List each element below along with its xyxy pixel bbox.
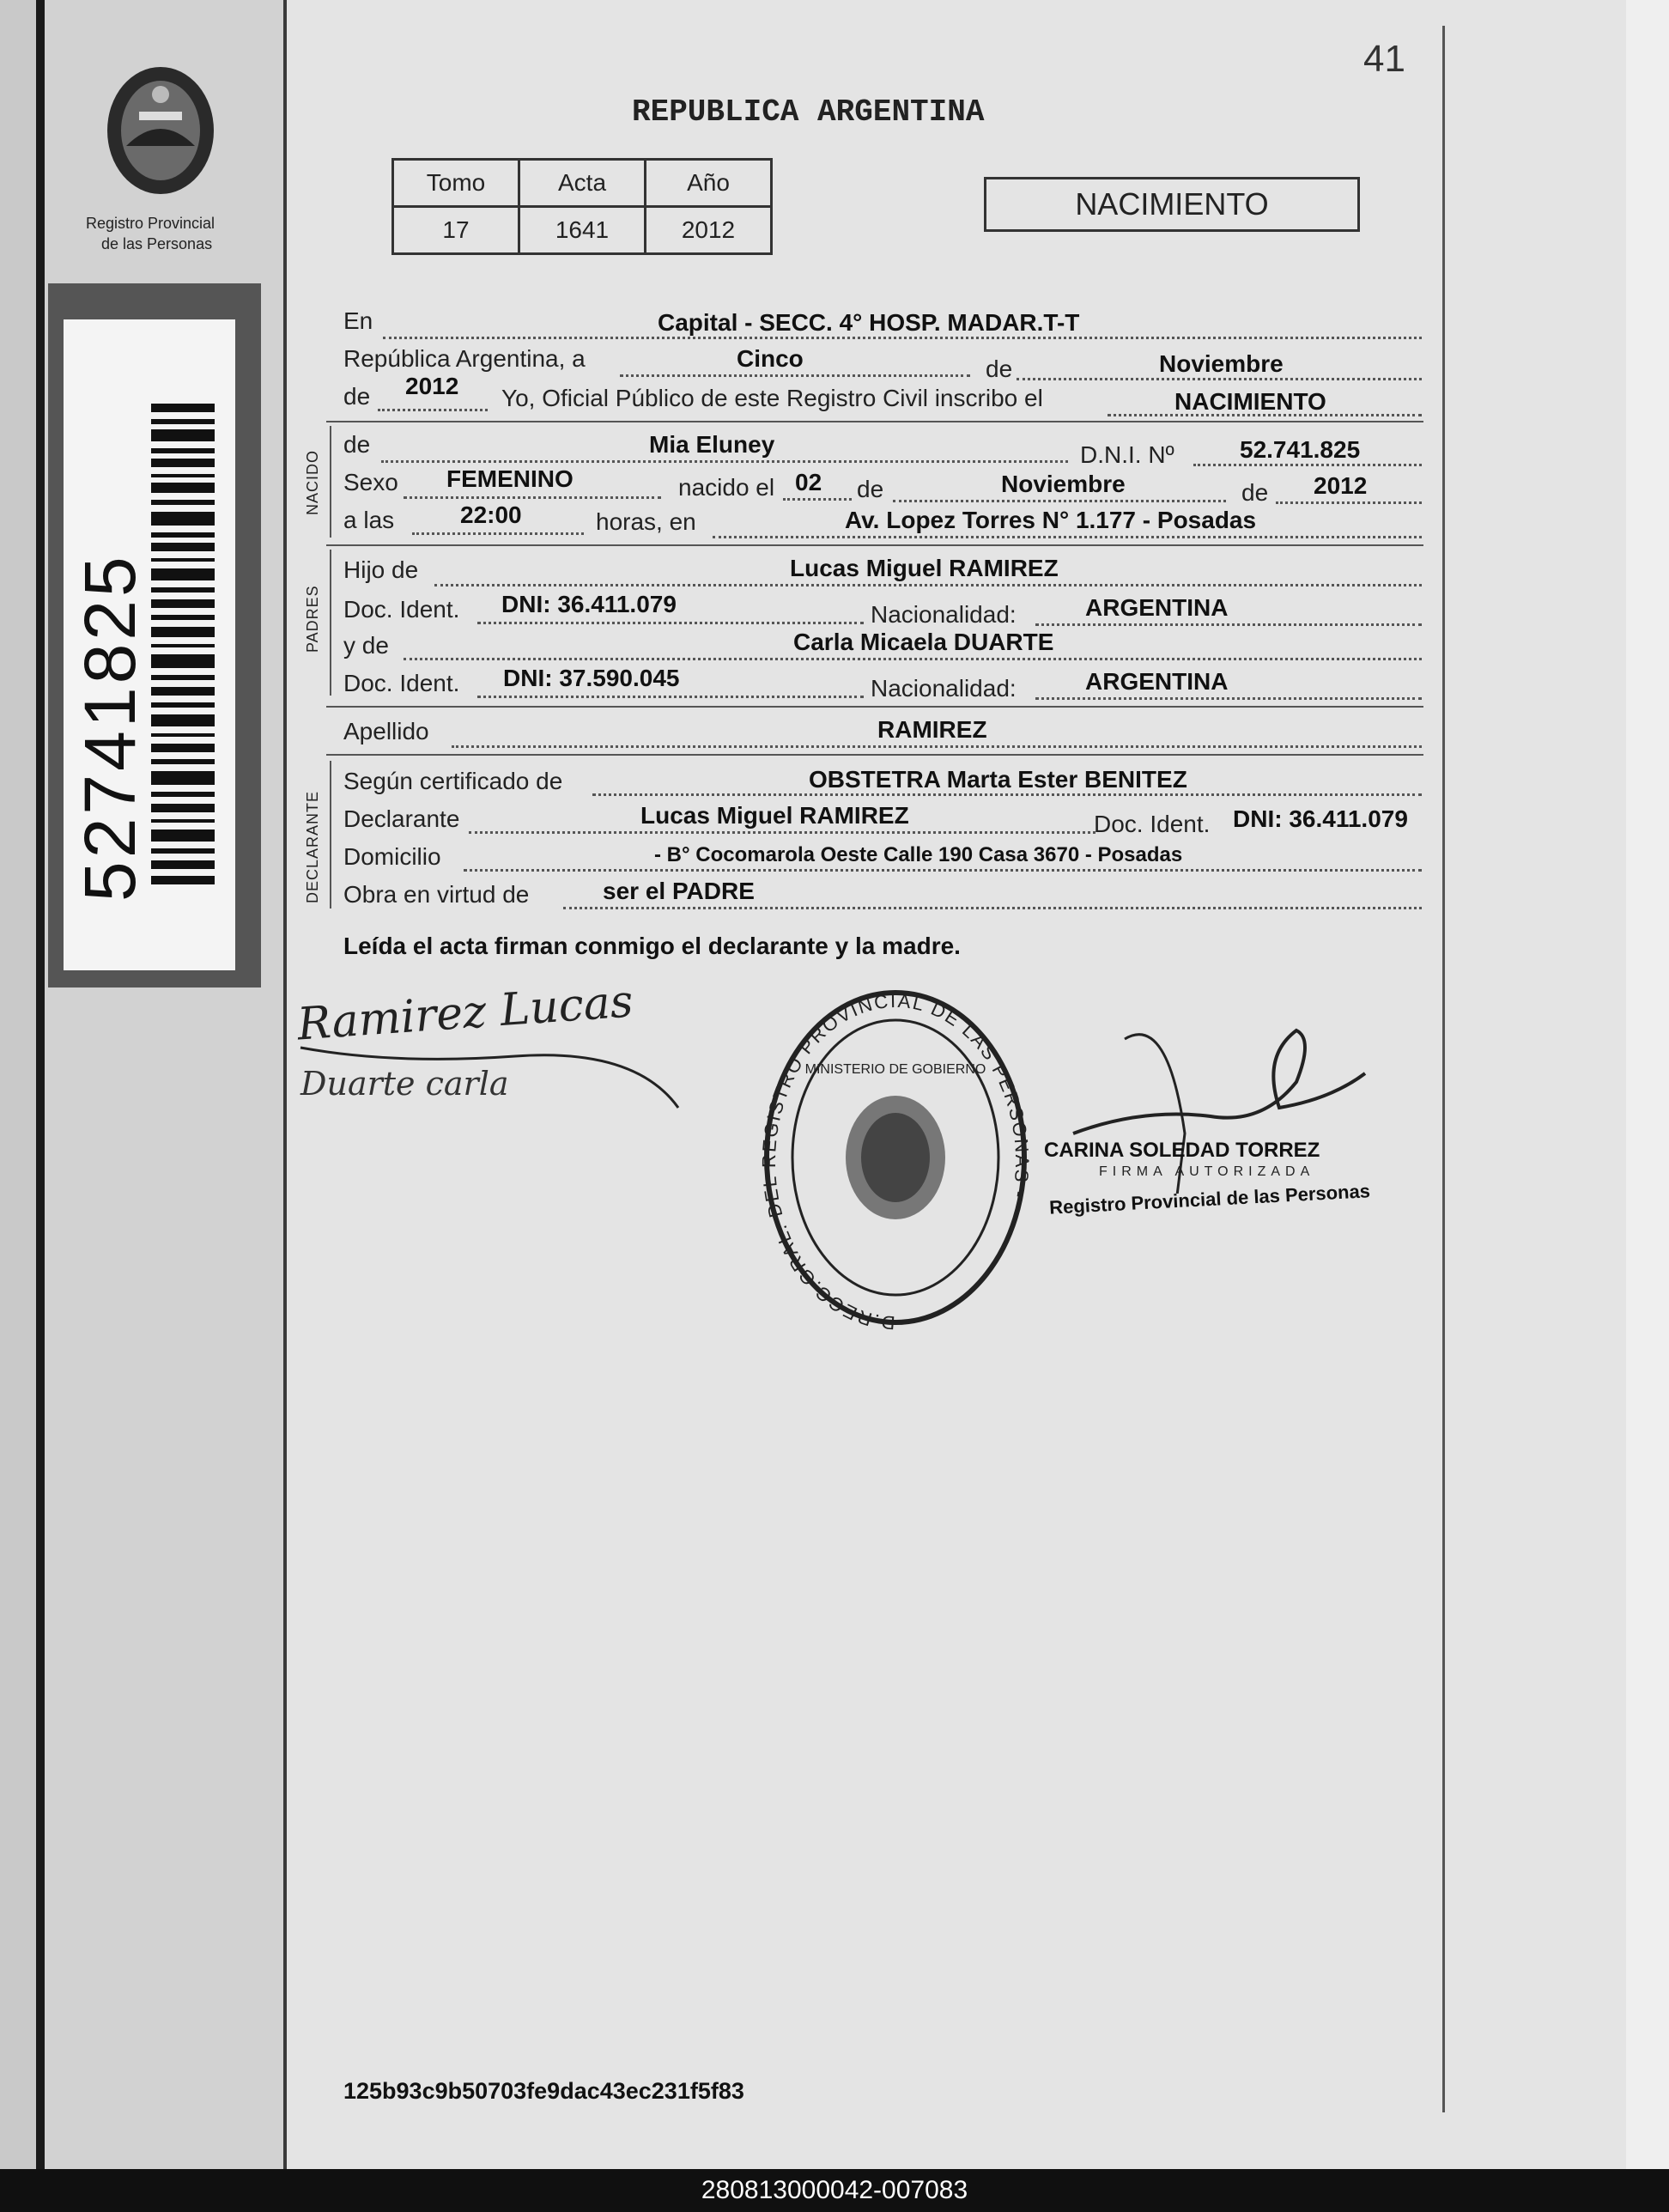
barcode-number: 52741825: [70, 553, 150, 902]
mother-name: Carla Micaela DUARTE: [793, 629, 1054, 655]
dotted-line: [713, 536, 1422, 538]
father-name: Lucas Miguel RAMIREZ: [790, 555, 1059, 581]
dotted-line: [404, 658, 1422, 660]
a-las-label: a las: [343, 507, 395, 533]
child-name: Mia Eluney: [649, 431, 775, 458]
acta-value: 1641: [519, 207, 646, 254]
section-divider: [326, 421, 1423, 422]
en-label: En: [343, 307, 373, 334]
nacionalidad-label: Nacionalidad:: [871, 601, 1017, 628]
oficial-text: Yo, Oficial Público de este Registro Civil inscribo el: [501, 385, 1043, 411]
de-label: de: [986, 356, 1013, 382]
section-divider: [326, 754, 1423, 756]
doc-ident-label: Doc. Ident.: [343, 596, 460, 623]
registration-month: Noviembre: [1159, 350, 1284, 377]
section-bracket: [330, 426, 331, 538]
horas-label: horas, en: [596, 508, 696, 535]
right-margin-rule: [1442, 26, 1445, 2112]
dotted-line: [783, 498, 852, 501]
dotted-line: [383, 337, 1422, 339]
acta-header: Acta: [519, 160, 646, 207]
registry-seal: [754, 977, 1037, 1338]
signature-mother: Duarte carla: [300, 1065, 509, 1103]
hijo-de-label: Hijo de: [343, 556, 419, 583]
birth-year: 2012: [1314, 472, 1368, 499]
de-label-3: de: [343, 431, 371, 458]
de-label-4: de: [857, 476, 884, 502]
birth-time: 22:00: [460, 501, 522, 528]
father-dni: DNI: 36.411.079: [501, 591, 677, 617]
declarant-address: - B° Cocomarola Oeste Calle 190 Casa 3670 - Posadas: [654, 843, 1183, 866]
certifier: OBSTETRA Marta Ester BENITEZ: [809, 766, 1187, 793]
declarante-section-label: DECLARANTE: [304, 790, 321, 903]
dotted-line: [412, 532, 584, 535]
birth-day: 02: [795, 469, 822, 495]
registration-type: NACIMIENTO: [1174, 388, 1326, 415]
anio-value: 2012: [646, 207, 772, 254]
section-bracket: [330, 761, 331, 908]
anio-header: Año: [646, 160, 772, 207]
barcode-bars: [151, 404, 215, 884]
tomo-header: Tomo: [393, 160, 519, 207]
registry-location: Capital - SECC. 4° HOSP. MADAR.T-T: [658, 309, 1080, 336]
child-sex: FEMENINO: [446, 465, 574, 492]
dotted-line: [404, 496, 661, 499]
de-label-2: de: [343, 383, 371, 410]
logo-caption-line1: Registro Provincial: [86, 215, 215, 232]
record-type-box: NACIMIENTO: [984, 177, 1360, 232]
record-reference-table: [391, 158, 773, 255]
doc-ident-label-2: Doc. Ident.: [343, 670, 460, 696]
padres-section-label: PADRES: [304, 585, 321, 653]
section-divider: [326, 544, 1423, 546]
right-page-edge: [1626, 0, 1669, 2169]
official-role: FIRMA AUTORIZADA: [1099, 1164, 1315, 1179]
section-divider: [326, 706, 1423, 708]
dotted-line: [563, 907, 1422, 909]
domicilio-label: Domicilio: [343, 843, 441, 870]
nacionalidad-label-2: Nacionalidad:: [871, 675, 1017, 702]
dotted-line: [1276, 501, 1422, 504]
father-nationality: ARGENTINA: [1085, 594, 1229, 621]
provincial-logo-emblem: [96, 60, 225, 206]
dotted-line: [469, 831, 1095, 834]
logo-caption-line2: de las Personas: [101, 235, 213, 252]
dotted-line: [381, 460, 1068, 463]
republica-label: República Argentina, a: [343, 345, 586, 372]
section-bracket: [330, 550, 331, 696]
official-name: CARINA SOLEDAD TORREZ: [1044, 1139, 1320, 1162]
doc-ident-label-3: Doc. Ident.: [1094, 811, 1211, 837]
nacido-section-label: NACIDO: [304, 449, 321, 515]
dotted-line: [592, 793, 1422, 796]
tomo-value: 17: [393, 207, 519, 254]
signature-declarant: Ramirez Lucas: [295, 975, 635, 1051]
document-hash: 125b93c9b50703fe9dac43ec231f5f83: [343, 2078, 744, 2104]
nacido-el-label: nacido el: [678, 474, 775, 501]
page-number: 41: [1363, 38, 1405, 80]
binder-edge: [36, 0, 45, 2169]
declarant-relation: ser el PADRE: [603, 878, 755, 904]
registration-year: 2012: [405, 373, 459, 399]
dotted-line: [464, 869, 1422, 872]
declarante-label: Declarante: [343, 805, 460, 832]
dotted-line: [434, 584, 1422, 586]
y-de-label: y de: [343, 632, 389, 659]
left-page-edge: [0, 0, 36, 2169]
official-office: Registro Provincial de las Personas: [1048, 1180, 1371, 1218]
mother-nationality: ARGENTINA: [1085, 668, 1229, 695]
dotted-line: [477, 696, 864, 698]
dotted-line: [378, 409, 488, 411]
seal-inner-text: MINISTERIO DE GOBIERNO: [804, 1062, 986, 1077]
dotted-line: [477, 622, 864, 624]
dotted-line: [620, 374, 970, 377]
dni-label: D.N.I. Nº: [1080, 441, 1174, 468]
dotted-line: [452, 745, 1422, 748]
scan-id-bar: 280813000042-007083: [0, 2169, 1669, 2212]
dotted-line: [1035, 623, 1422, 626]
mother-dni: DNI: 37.590.045: [503, 665, 680, 691]
birth-place: Av. Lopez Torres N° 1.177 - Posadas: [845, 507, 1257, 533]
dotted-line: [1035, 697, 1422, 700]
de-label-5: de: [1241, 479, 1269, 506]
seal-outer-text: D.RECC.GRAL. DEL REGISTRO PROVINCIAL DE LAS PERSONAS -: [757, 989, 1034, 1334]
birth-month: Noviembre: [1001, 471, 1126, 497]
declarant-name: Lucas Miguel RAMIREZ: [640, 802, 909, 829]
declarant-dni: DNI: 36.411.079: [1233, 805, 1408, 832]
dotted-line: [1193, 464, 1422, 466]
apellido-label: Apellido: [343, 718, 429, 744]
sexo-label: Sexo: [343, 469, 398, 495]
registration-day: Cinco: [737, 345, 804, 372]
document-title: REPUBLICA ARGENTINA: [632, 94, 985, 130]
dotted-line: [1017, 378, 1422, 380]
dotted-line: [893, 500, 1226, 502]
segun-label: Según certificado de: [343, 768, 563, 794]
child-dni: 52.741.825: [1240, 436, 1361, 463]
closing-statement: Leída el acta firman conmigo el declarante y la madre.: [343, 933, 961, 959]
obra-label: Obra en virtud de: [343, 881, 530, 908]
surname: RAMIREZ: [877, 716, 987, 743]
